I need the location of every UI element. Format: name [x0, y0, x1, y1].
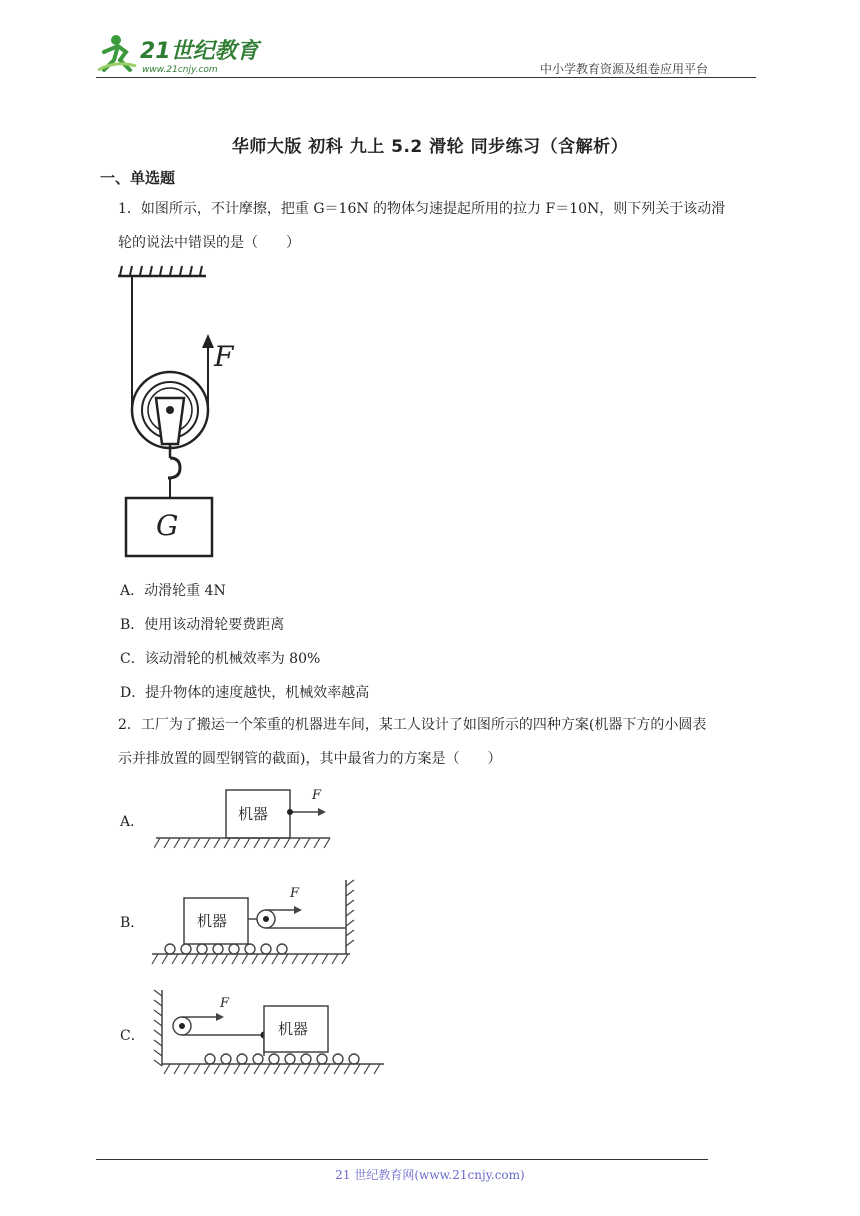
q2-c-machine-label: 机器 — [278, 1020, 309, 1038]
q1-option-a: A．动滑轮重 4N — [120, 583, 226, 599]
q2-line2: 示并排放置的圆型钢管的截面)，其中最省力的方案是（ ） — [118, 751, 502, 767]
q2-b-machine-label: 机器 — [197, 912, 228, 930]
q1-line2: 轮的说法中错误的是（ ） — [118, 235, 300, 251]
q2-option-a-figure — [154, 786, 344, 856]
q2-option-a-label: A． — [120, 814, 145, 830]
q2-line1: 2．工厂为了搬运一个笨重的机器进车间，某工人设计了如图所示的四种方案(机器下方的小圆表 — [118, 717, 707, 733]
q2-option-c-label: C． — [120, 1028, 145, 1044]
q1-option-d: D．提升物体的速度越快，机械效率越高 — [120, 685, 370, 701]
q1-weight-label: G — [156, 509, 179, 542]
q2-option-b-label: B． — [120, 915, 145, 931]
q2-b-force-label: F — [290, 886, 300, 901]
logo-icon — [96, 30, 266, 76]
q1-option-b: B．使用该动滑轮要费距离 — [120, 617, 285, 633]
svg-text:www.21cnjy.com: www.21cnjy.com — [142, 65, 218, 75]
q2-stem — [118, 708, 778, 776]
svg-text:21世纪教育: 21世纪教育 — [140, 39, 259, 64]
q2-a-machine-label: 机器 — [238, 805, 269, 823]
q2-option-b-figure — [150, 876, 360, 968]
q2-option-c-figure — [152, 988, 388, 1078]
page-title: 华师大版 初科 九上 5.2 滑轮 同步练习（含解析） — [231, 137, 629, 157]
q2-a-force-label: F — [312, 788, 322, 803]
q1-option-c: C．该动滑轮的机械效率为 80% — [120, 651, 321, 667]
q1-force-label: F — [214, 340, 234, 373]
logo — [96, 30, 266, 76]
site-tag: 中小学教育资源及组卷应用平台 — [540, 62, 709, 76]
footer-divider — [96, 1159, 708, 1160]
q1-stem — [118, 192, 778, 260]
footer-link[interactable]: 21 世纪教育网(www.21cnjy.com) — [335, 1168, 525, 1182]
q2-c-force-label: F — [220, 996, 230, 1011]
header-divider — [96, 77, 756, 78]
section-heading: 一、单选题 — [100, 169, 176, 187]
q1-line1: 1．如图所示，不计摩擦，把重 G＝16N 的物体匀速提起所用的拉力 F＝10N，则下列关于该动滑 — [118, 201, 726, 217]
q1-pulley-figure — [112, 262, 252, 562]
